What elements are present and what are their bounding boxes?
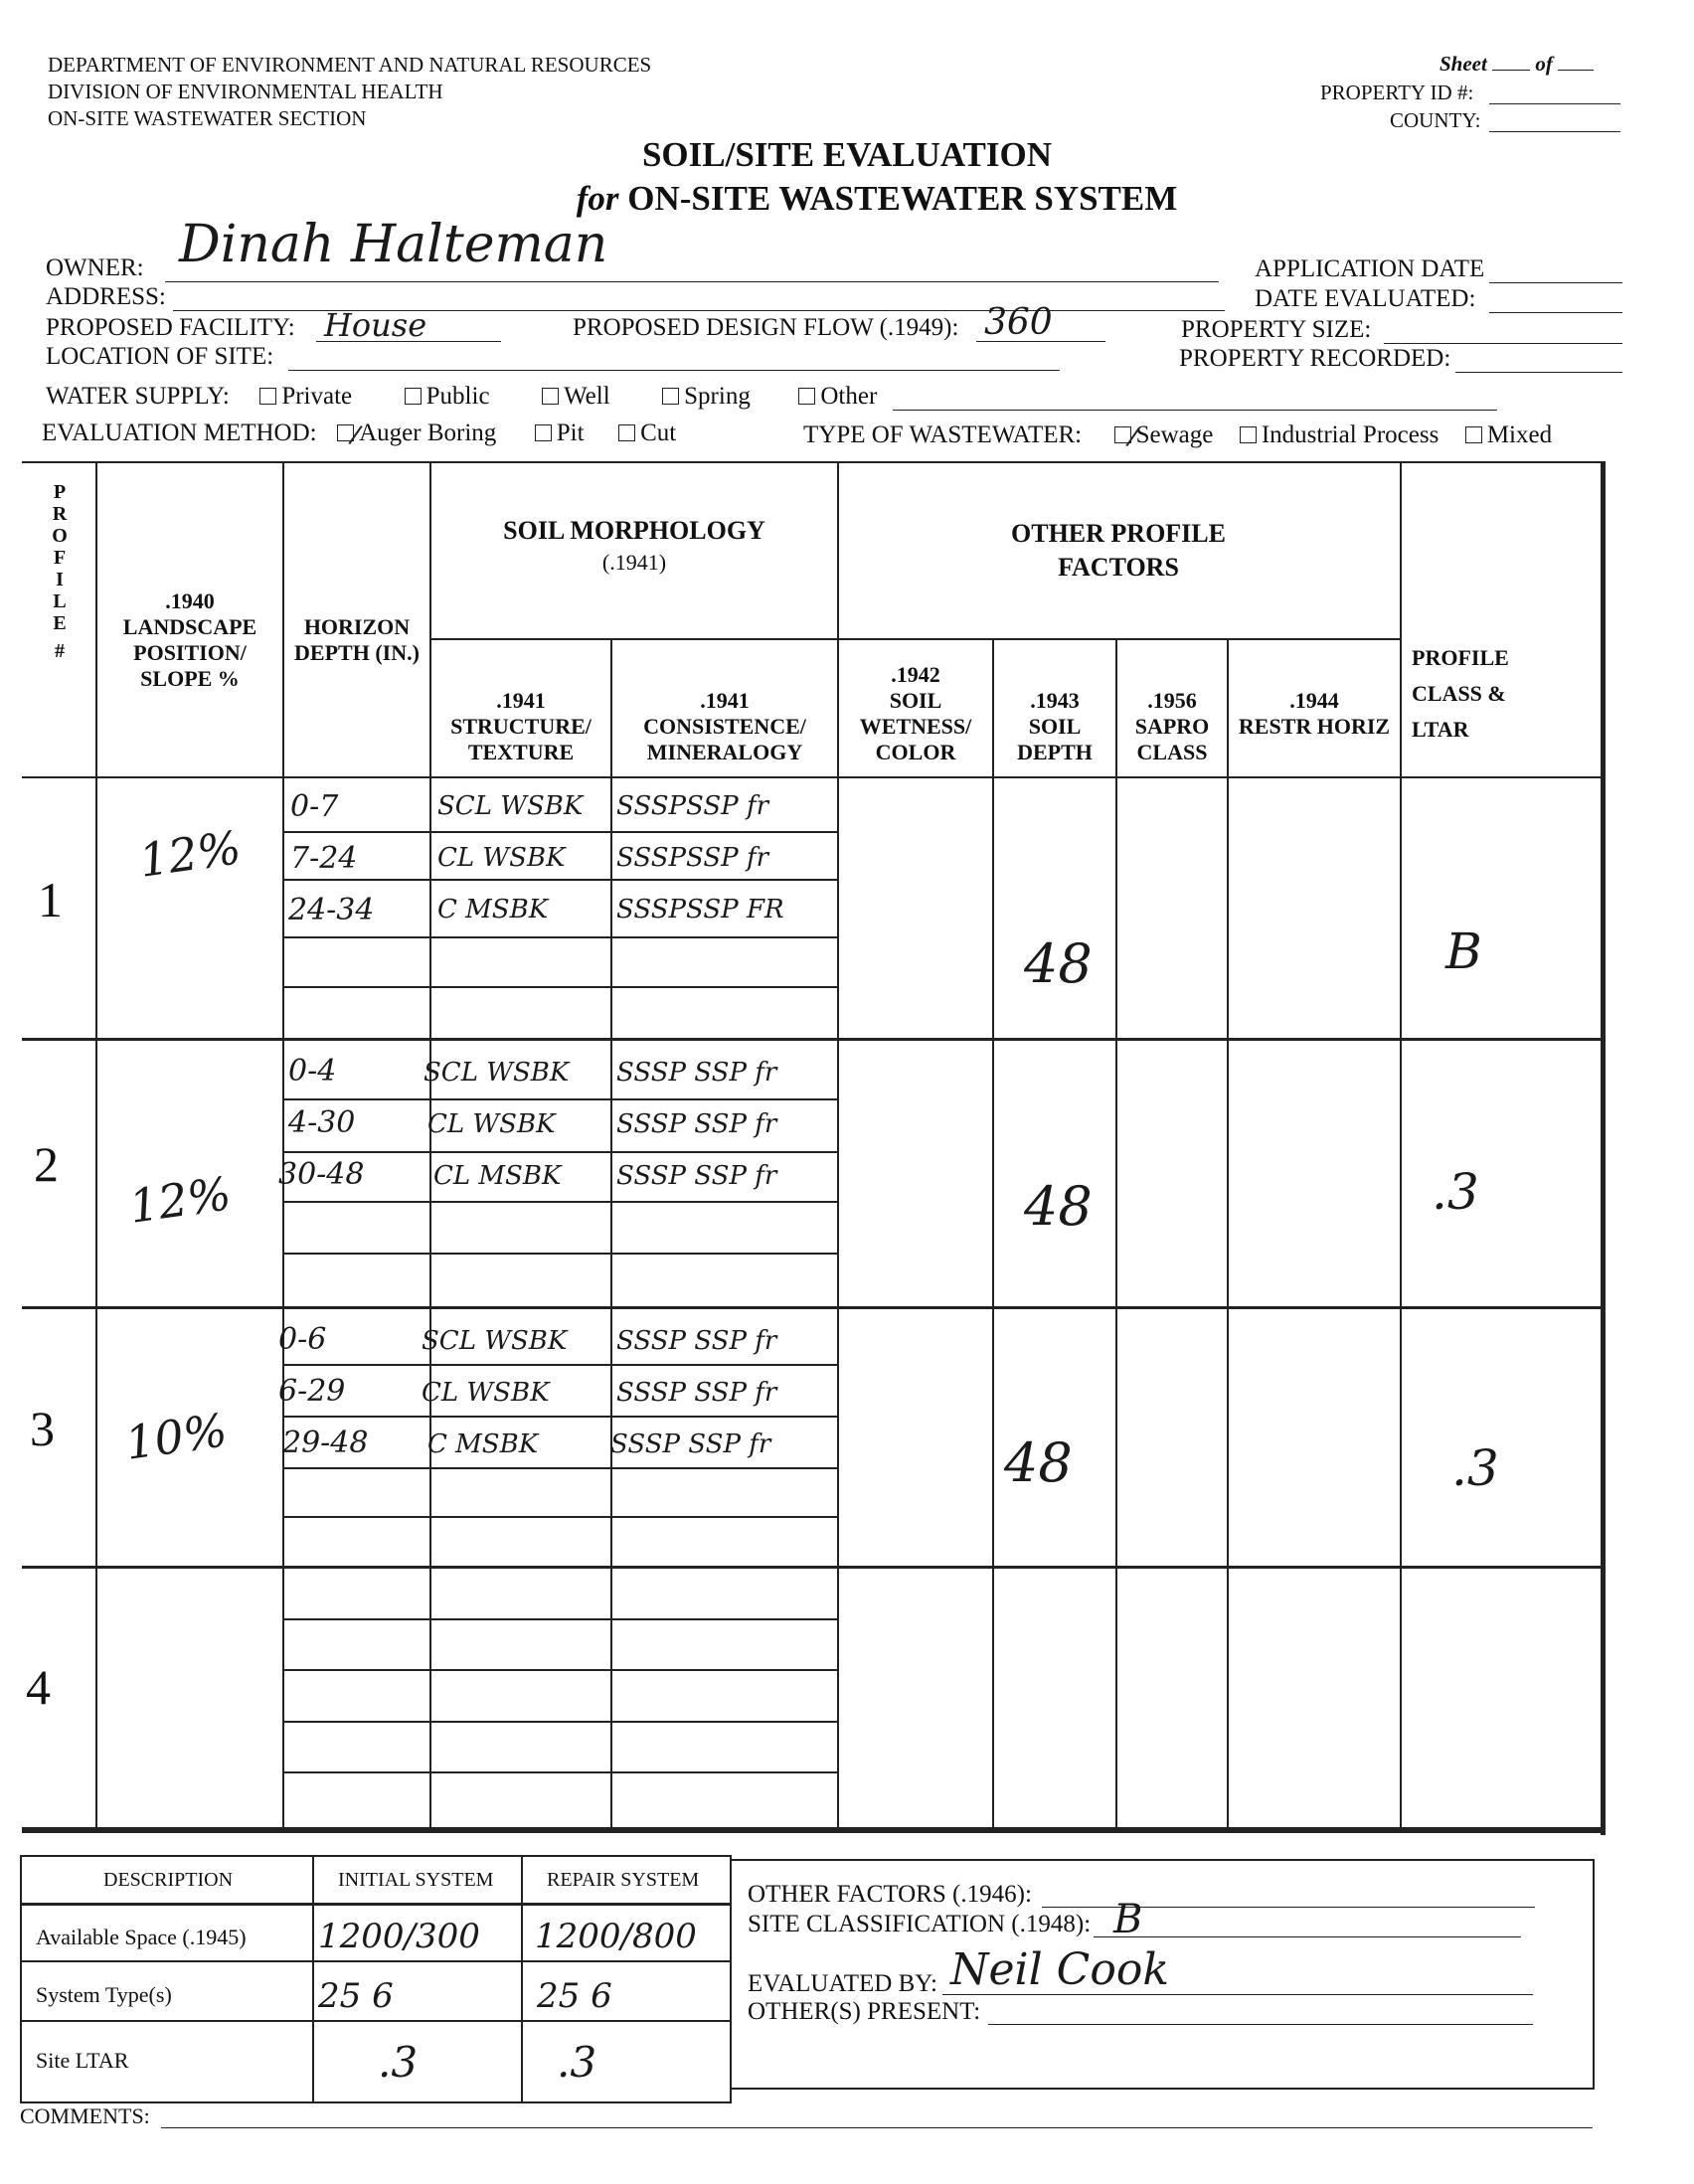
evaluation-method-label: EVALUATION METHOD: — [42, 420, 317, 446]
water-other-field[interactable] — [893, 410, 1497, 411]
owner-field[interactable] — [165, 281, 1219, 282]
sheet-of — [1440, 52, 1594, 77]
structure-texture: CL WSBK — [427, 1109, 556, 1139]
water-private[interactable]: Private — [259, 383, 352, 410]
application-date-field[interactable] — [1489, 282, 1622, 283]
site-ltar-repair: .3 — [557, 2038, 597, 2087]
consistence: SSSP SSP fr — [616, 1326, 777, 1356]
consistence: SSSPSSP FR — [616, 895, 784, 924]
application-date-label: APPLICATION DATE — [1255, 255, 1485, 282]
consistence: SSSP SSP fr — [610, 1429, 771, 1459]
horizon-depth: 7-24 — [290, 841, 358, 876]
landscape-header: .1940 LANDSCAPE POSITION/ SLOPE % — [122, 588, 257, 691]
consistence: SSSP SSP fr — [616, 1161, 777, 1191]
consistence: SSSPSSP fr — [616, 843, 768, 873]
water-spring[interactable]: Spring — [662, 383, 751, 410]
checkbox-icon — [798, 388, 815, 405]
initial-system-header: INITIAL SYSTEM — [338, 1869, 494, 1891]
profile-number: 4 — [26, 1659, 51, 1715]
checkbox-icon — [535, 424, 552, 441]
slope-value: 12% — [125, 1166, 235, 1234]
structure-texture: CL WSBK — [437, 843, 566, 873]
owner-label: OWNER: — [46, 254, 144, 281]
slope-value: 12% — [135, 820, 245, 888]
profile-number: 1 — [38, 872, 63, 927]
horizon-depth: 0-7 — [290, 789, 339, 824]
method-cut[interactable]: Cut — [618, 420, 676, 446]
soil-depth-value: 48 — [1024, 1175, 1093, 1238]
available-space-repair: 1200/800 — [535, 1917, 697, 1956]
others-present-field[interactable] — [988, 2024, 1533, 2025]
agency-line-2: DIVISION OF ENVIRONMENTAL HEALTH — [48, 80, 443, 103]
wastewater-mixed[interactable]: Mixed — [1465, 421, 1552, 448]
agency-line-1: DEPARTMENT OF ENVIRONMENT AND NATURAL RESOURCES — [48, 53, 652, 77]
checkbox-icon — [662, 388, 679, 405]
system-type-repair: 25 6 — [537, 1976, 612, 2016]
water-public[interactable]: Public — [405, 383, 490, 410]
checkbox-icon — [259, 388, 276, 405]
sapro-header: .1956 SAPRO CLASS — [1134, 688, 1210, 764]
comments-label: COMMENTS: — [20, 2103, 150, 2128]
profile-header: P R O F I L E # — [52, 481, 68, 662]
soil-depth-header: .1943 SOIL DEPTH — [1017, 688, 1093, 764]
wastewater-industrial[interactable]: Industrial Process — [1240, 421, 1439, 448]
wetness-header: .1942 SOIL WETNESS/ COLOR — [859, 662, 972, 764]
property-recorded-label: PROPERTY RECORDED: — [1179, 345, 1451, 372]
wastewater-sewage[interactable]: Sewage — [1114, 421, 1214, 448]
profile-class-header: PROFILE CLASS & LTAR — [1412, 645, 1509, 742]
profile-class-value: B — [1445, 923, 1482, 980]
other-factors-header: OTHER PROFILE FACTORS — [1011, 519, 1226, 582]
title-for: for — [576, 179, 619, 218]
horizon-depth: 24-34 — [288, 893, 375, 927]
property-id-label: PROPERTY ID #: — [1320, 81, 1474, 104]
location-field[interactable] — [288, 370, 1060, 371]
consistence: SSSP SSP fr — [616, 1378, 777, 1408]
profile-class-value: .3 — [1432, 1163, 1479, 1221]
evaluated-by-label: EVALUATED BY: — [748, 1970, 937, 1997]
system-type-label: System Type(s) — [36, 1982, 172, 2007]
title-line-1: SOIL/SITE EVALUATION — [641, 135, 1053, 174]
site-ltar-label: Site LTAR — [36, 2048, 129, 2073]
soil-depth-value: 48 — [1024, 932, 1093, 995]
slope-value: 10% — [121, 1403, 231, 1470]
consistence-header: .1941 CONSISTENCE/ MINERALOGY — [643, 688, 806, 764]
checkbox-checked-icon — [1114, 426, 1131, 443]
horizon-depth: 30-48 — [278, 1157, 365, 1192]
others-present-label: OTHER(S) PRESENT: — [748, 1998, 981, 2025]
description-header: DESCRIPTION — [103, 1869, 234, 1891]
structure-header: .1941 STRUCTURE/ TEXTURE — [450, 688, 592, 764]
evaluated-by-signature: Neil Cook — [950, 1944, 1169, 1995]
consistence: SSSP SSP fr — [616, 1058, 777, 1088]
horizon-depth: 0-4 — [288, 1054, 337, 1089]
soil-depth-value: 48 — [1004, 1431, 1073, 1494]
date-evaluated-label: DATE EVALUATED: — [1255, 285, 1476, 312]
design-flow-label: PROPOSED DESIGN FLOW (.1949): — [573, 314, 959, 341]
water-well[interactable]: Well — [542, 383, 610, 410]
property-size-label: PROPERTY SIZE: — [1181, 316, 1372, 343]
horizon-depth: 29-48 — [282, 1426, 369, 1460]
checkbox-icon — [405, 388, 422, 405]
structure-texture: SCL WSBK — [437, 791, 584, 821]
address-label: ADDRESS: — [46, 283, 166, 310]
repair-system-header: REPAIR SYSTEM — [547, 1869, 700, 1891]
profile-number: 3 — [30, 1401, 55, 1456]
method-pit[interactable]: Pit — [535, 420, 585, 446]
other-factors-label: OTHER FACTORS (.1946): — [748, 1881, 1032, 1908]
horizon-depth: 4-30 — [288, 1105, 356, 1140]
soil-morphology-header: SOIL MORPHOLOGY (.1941) — [503, 516, 765, 575]
of-label: of — [1535, 52, 1553, 76]
profile-number: 2 — [34, 1136, 59, 1192]
wastewater-row — [803, 421, 1552, 449]
water-supply-label: WATER SUPPLY: — [46, 383, 230, 410]
property-size-field[interactable] — [1384, 343, 1622, 344]
facility-label: PROPOSED FACILITY: — [46, 314, 295, 341]
available-space-initial: 1200/300 — [318, 1917, 480, 1956]
structure-texture: CL MSBK — [433, 1161, 562, 1191]
comments-field[interactable] — [161, 2127, 1593, 2128]
agency-line-3: ON-SITE WASTEWATER SECTION — [48, 106, 367, 130]
owner-value: Dinah Halteman — [179, 215, 608, 274]
structure-texture: CL WSBK — [422, 1378, 550, 1408]
available-space-label: Available Space (.1945) — [36, 1925, 247, 1949]
horizon-depth: 6-29 — [278, 1374, 346, 1409]
restr-header: .1944 RESTR HORIZ — [1238, 688, 1391, 739]
facility-value: House — [324, 306, 427, 344]
horizon-depth: 0-6 — [278, 1322, 327, 1357]
date-evaluated-field[interactable] — [1489, 312, 1622, 313]
site-classification-field[interactable] — [1094, 1936, 1521, 1937]
location-label: LOCATION OF SITE: — [46, 343, 274, 370]
structure-texture: SCL WSBK — [422, 1326, 568, 1356]
system-type-initial: 25 6 — [318, 1976, 394, 2016]
checkbox-icon — [1465, 426, 1482, 443]
property-id-field[interactable] — [1489, 103, 1620, 104]
agency-header — [48, 52, 651, 132]
method-auger-boring[interactable]: Auger Boring — [337, 420, 496, 446]
county-label: COUNTY: — [1390, 108, 1481, 132]
sheet-label: Sheet — [1440, 52, 1487, 76]
site-classification-label: SITE CLASSIFICATION (.1948): — [748, 1911, 1092, 1937]
structure-texture: C MSBK — [437, 895, 549, 924]
checkbox-checked-icon — [337, 424, 354, 441]
site-classification-value: B — [1113, 1897, 1143, 1942]
water-other[interactable]: Other — [798, 383, 877, 410]
profile-class-value: .3 — [1451, 1439, 1499, 1497]
wastewater-label: TYPE OF WASTEWATER: — [803, 421, 1083, 448]
checkbox-icon — [1240, 426, 1257, 443]
consistence: SSSP SSP fr — [616, 1109, 777, 1139]
structure-texture: C MSBK — [427, 1429, 539, 1459]
form-title — [0, 133, 1694, 221]
water-supply-row — [46, 383, 877, 411]
horizon-header: HORIZON DEPTH (IN.) — [294, 614, 420, 665]
checkbox-icon — [542, 388, 559, 405]
structure-texture: SCL WSBK — [424, 1058, 570, 1088]
checkbox-icon — [618, 424, 635, 441]
property-recorded-field[interactable] — [1455, 372, 1622, 373]
design-flow-value: 360 — [984, 302, 1053, 343]
consistence: SSSPSSP fr — [616, 791, 768, 821]
title-line-2-text: ON-SITE WASTEWATER SYSTEM — [627, 179, 1178, 218]
county-field[interactable] — [1489, 131, 1620, 132]
site-ltar-initial: .3 — [378, 2038, 419, 2087]
evaluation-method-row — [42, 420, 676, 447]
